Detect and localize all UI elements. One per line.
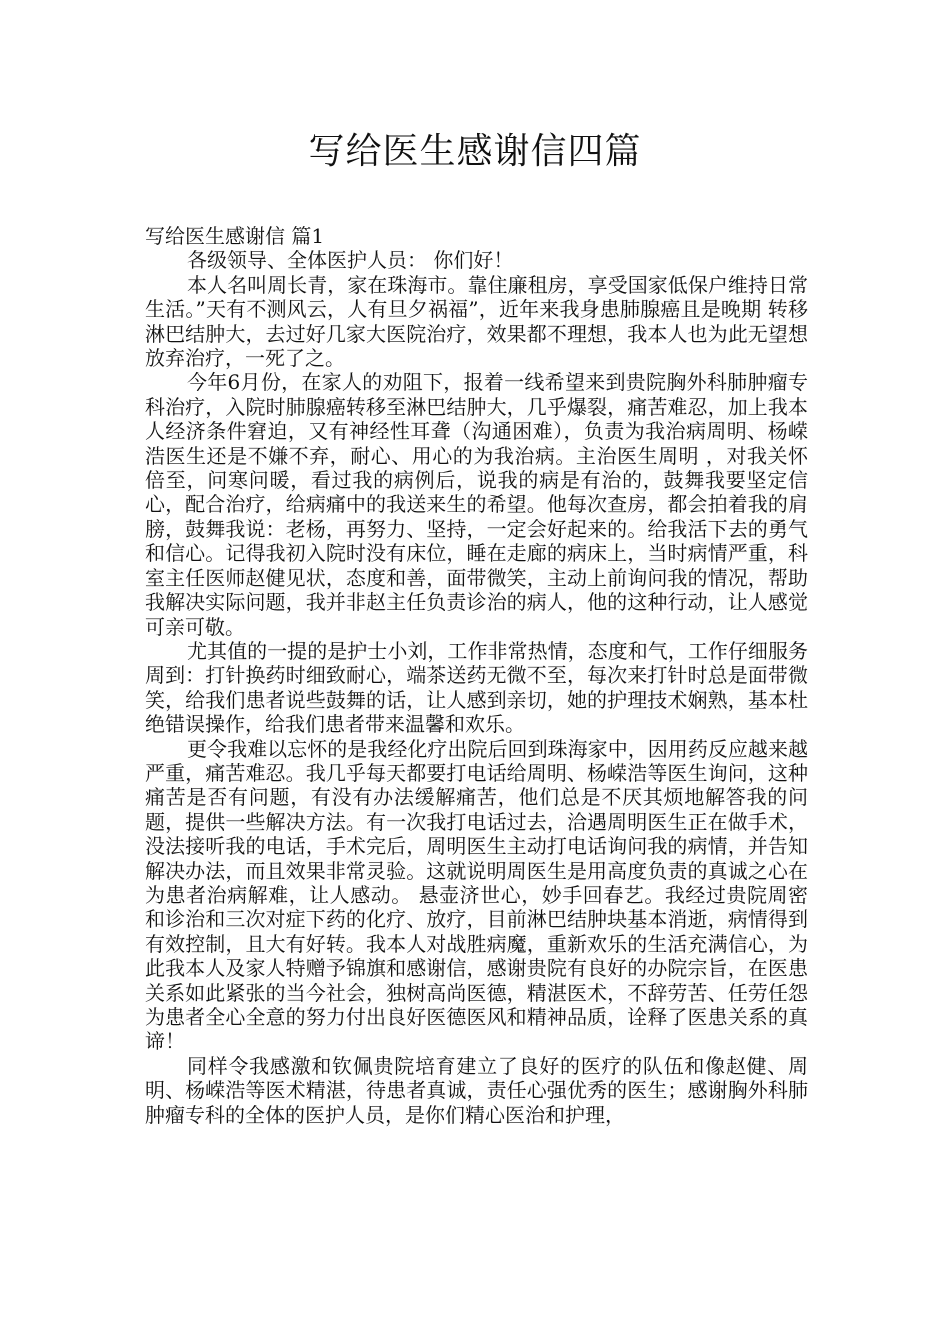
body-paragraph-5: 同样令我感激和钦佩贵院培育建立了良好的医疗的队伍和像赵健、周明、杨嵘浩等医术精湛，待患者真诚，责任心强优秀的医生；感谢胸外科肺肿瘤专科的全体的医护人员，是你们精心医治和护理， — [145, 1053, 808, 1127]
body-paragraph-2: 今年6月份，在家人的劝阻下，报着一线希望来到贵院胸外科肺肿瘤专科治疗，入院时肺腺癌转移至淋巴结肿大，几乎爆裂，痛苦难忍，加上我本人经济条件窘迫，又有神经性耳聋（沟通困难），负责为我治病周明、杨嵘浩医生还是不嫌不弃，耐心、用心的为我治病。主治医生周明 ，对我关怀倍至，问寒问暖，看过我的病例后，说我的病是有治的，鼓舞我要坚定信心，配合治疗，给病痛中的我送来生的希望。他每次查房，都会拍着我的肩膀，鼓舞我说：老杨，再努力、坚持，一定会好起来的。给我活下去的勇气和信心。记得我初入院时没有床位，睡在走廊的病床上，当时病情严重，科室主任医师赵健见状，态度和善，面带微笑，主动上前询问我的情况，帮助我解决实际问题，我并非赵主任负责诊治的病人，他的这种行动，让人感觉可亲可敬。 — [145, 370, 808, 639]
body-paragraph-4: 更令我难以忘怀的是我经化疗出院后回到珠海家中，因用药反应越来越严重，痛苦难忍。我几乎每天都要打电话给周明、杨嵘浩等医生询问，这种痛苦是否有问题，有没有办法缓解痛苦，他们总是不厌其烦地解答我的问题，提供一些解决方法。有一次我打电话过去，洽遇周明医生正在做手术，没法接听我的电话，手术完后，周明医生主动打电话询问我的病情，并告知解决办法，而且效果非常灵验。这就说明周医生是用高度负责的真诚之心在为患者治病解难，让人感动。 悬壶济世心，妙手回春艺。我经过贵院周密和诊治和三次对症下药的化疗、放疗，目前淋巴结肿块基本消逝，病情得到有效控制，且大有好转。我本人对战胜病魔，重新欢乐的生活充满信心，为此我本人及家人特赠予锦旗和感谢信，感谢贵院有良好的办院宗旨，在医患关系如此紧张的当今社会，独树高尚医德，精湛医术，不辞劳苦、任劳任怨为患者全心全意的努力付出良好医德医风和精神品质，诠释了医患关系的真谛！ — [145, 736, 808, 1054]
document-title: 写给医生感谢信四篇 — [308, 131, 642, 172]
body-paragraph-1: 本人名叫周长青，家在珠海市。靠住廉租房，享受国家低保户维持日常生活。”天有不测风云，人有旦夕祸福”，近年来我身患肺腺癌且是晚期 转移淋巴结肿大，去过好几家大医院治疗，效果都不理想，我本人也为此无望想放弃治疗，一死了之。 — [145, 272, 808, 371]
document-body — [145, 224, 808, 1127]
body-paragraph-3: 尤其值的一提的是护士小刘，工作非常热情，态度和气，工作仔细服务周到：打针换药时细致耐心，端茶送药无微不至，每次来打针时总是面带微笑，给我们患者说些鼓舞的话，让人感到亲切，她的护理技术娴熟，基本杜绝错误操作，给我们患者带来温馨和欢乐。 — [145, 638, 808, 737]
section-heading: 写给医生感谢信 篇1 — [145, 224, 325, 248]
greeting-line: 各级领导、全体医护人员： 你们好！ — [187, 248, 514, 273]
